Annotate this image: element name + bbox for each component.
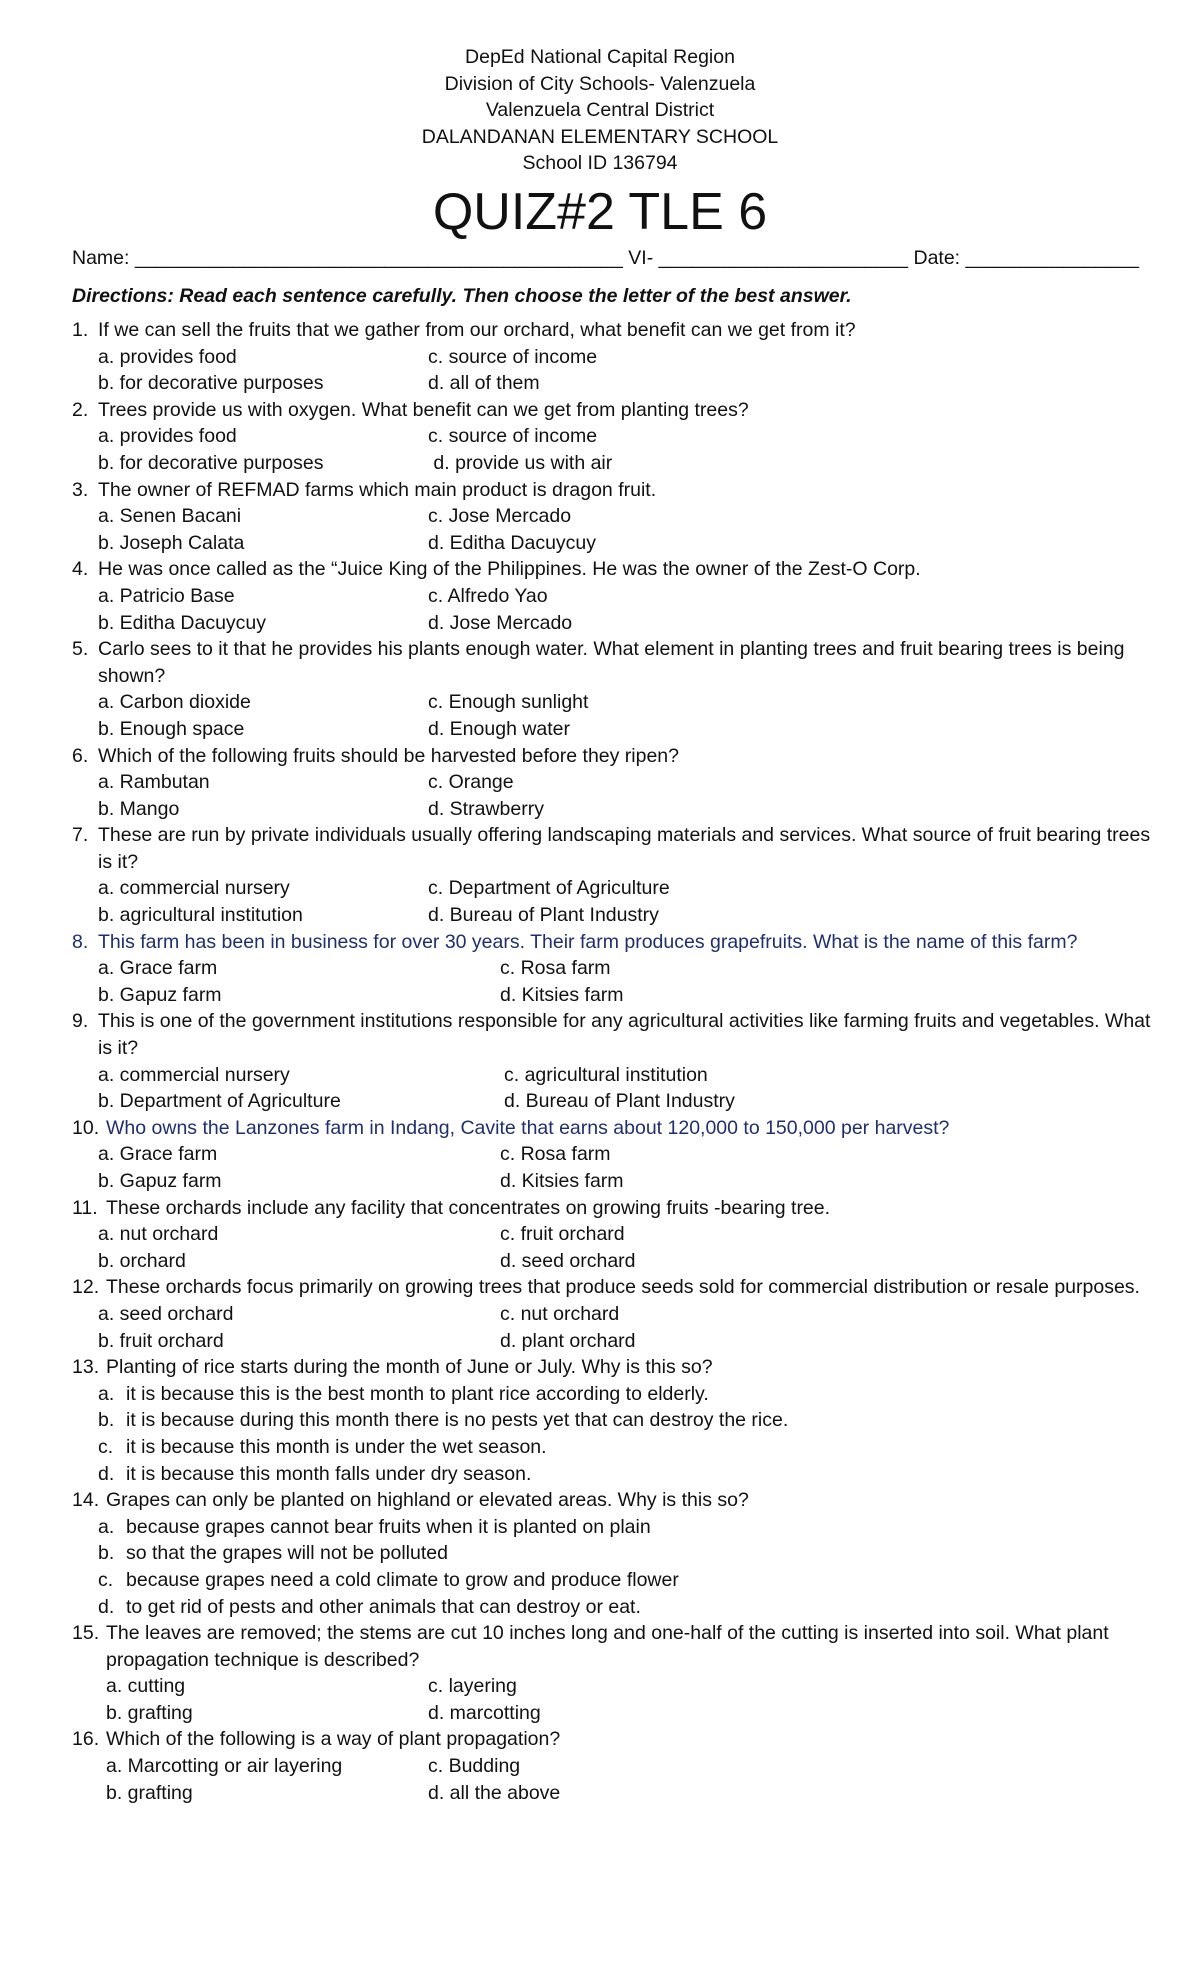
question-4: [72, 556, 1152, 636]
option-c: c. Department of Agriculture: [428, 877, 670, 900]
option-b: b. grafting: [106, 1781, 193, 1804]
option-letter: a.: [98, 1382, 115, 1405]
option-d: d. plant orchard: [500, 1329, 636, 1352]
option-b: b. Joseph Calata: [98, 531, 245, 554]
option-text: it is because this month falls under dry season.: [126, 1462, 532, 1485]
option-b: b. for decorative purposes: [98, 372, 324, 395]
name-section-date-row: Name: _____________________________________________ VI- _______________________ Date: ________________: [72, 247, 1140, 269]
option-d: d. provide us with air: [428, 451, 613, 474]
question-10: [72, 1115, 1152, 1195]
option-c: c. source of income: [428, 425, 598, 448]
option-c: c. agricultural institution: [504, 1063, 708, 1086]
question-6: [72, 743, 1152, 823]
question-options: [72, 423, 1152, 476]
option-d: d. Kitsies farm: [500, 1170, 624, 1192]
question-options: [72, 955, 1152, 1008]
option-a: a. Grace farm: [98, 957, 218, 980]
option-d: d. all of them: [428, 372, 540, 395]
question-14: [72, 1487, 1152, 1620]
question-number: 16.: [72, 1728, 100, 1751]
option-text: so that the grapes will not be polluted: [126, 1542, 448, 1565]
question-options: [72, 1673, 1152, 1726]
question-8: [72, 929, 1152, 1009]
option-a: a. Grace farm: [98, 1143, 218, 1166]
question-number: 4.: [72, 558, 89, 581]
option-a: a. Patricio Base: [98, 584, 235, 607]
option-c: c. Jose Mercado: [428, 505, 572, 528]
question-11: [72, 1195, 1152, 1275]
option-c: c. Alfredo Yao: [428, 584, 548, 607]
question-number: 13.: [72, 1356, 100, 1379]
question-text: Who owns the Lanzones farm in Indang, Cavite that earns about 120,000 to 150,000 per harvest?: [106, 1116, 950, 1139]
question-number: 3.: [72, 478, 89, 501]
directions: Directions: Read each sentence carefully. Then choose the letter of the best answer.: [72, 285, 852, 307]
option-d: d. Jose Mercado: [428, 611, 573, 634]
question-16: [72, 1726, 1152, 1806]
question-number: 2.: [72, 398, 89, 421]
question-options: [72, 875, 1152, 928]
question-options: [72, 1514, 1152, 1620]
question-options: [72, 689, 1152, 742]
option-c: c. Rosa farm: [500, 957, 611, 980]
question-text: This is one of the government institutions responsible for any agricultural activities like farming fruits and vegetables. What is it?: [98, 1010, 1151, 1060]
option-b: b. fruit orchard: [98, 1329, 224, 1352]
option-letter: b.: [98, 1409, 115, 1432]
option-a: a. provides food: [98, 425, 237, 448]
question-text: These orchards include any facility that concentrates on growing fruits -bearing tree.: [106, 1196, 831, 1219]
question-text: If we can sell the fruits that we gather from our orchard, what benefit can we get from it?: [98, 319, 856, 341]
option-b: b. Editha Dacuycuy: [98, 611, 267, 634]
question-options: [72, 1062, 1152, 1115]
option-b: b. grafting: [106, 1701, 193, 1724]
question-text: Grapes can only be planted on highland or elevated areas. Why is this so?: [106, 1489, 749, 1512]
option-c: c. layering: [428, 1675, 517, 1698]
question-9: [72, 1008, 1152, 1114]
question-number: 12.: [72, 1276, 100, 1299]
option-b: b. Gapuz farm: [98, 983, 222, 1006]
option-letter: c.: [98, 1435, 114, 1458]
option-a: a. Rambutan: [98, 771, 210, 794]
question-text: He was once called as the “Juice King of the Philippines. He was the owner of the Zest-O Corp.: [98, 558, 921, 581]
question-options: [72, 1381, 1152, 1487]
option-a: a. commercial nursery: [98, 1063, 290, 1086]
option-b: b. Department of Agriculture: [98, 1090, 341, 1113]
question-number: 8.: [72, 930, 89, 953]
question-12: [72, 1274, 1152, 1354]
option-d: d. all the above: [428, 1781, 561, 1804]
option-c: c. Enough sunlight: [428, 691, 589, 714]
question-5: [72, 636, 1152, 742]
question-text: Planting of rice starts during the month of June or July. Why is this so?: [106, 1356, 713, 1379]
question-text: These orchards focus primarily on growing trees that produce seeds sold for commercial distribution or resale purposes.: [106, 1276, 1140, 1299]
option-text: to get rid of pests and other animals that can destroy or eat.: [126, 1595, 641, 1618]
question-options: [72, 769, 1152, 822]
question-number: 11.: [72, 1196, 98, 1219]
option-b: b. for decorative purposes: [98, 451, 324, 474]
option-text: it is because this month is under the wet season.: [126, 1435, 547, 1458]
question-options: [72, 344, 1152, 397]
option-c: c. Orange: [428, 771, 514, 794]
option-text: because grapes need a cold climate to grow and produce flower: [126, 1568, 679, 1591]
question-number: 7.: [72, 824, 89, 847]
question-text: These are run by private individuals usually offering landscaping materials and services. What source of fruit bearing trees is it?: [98, 824, 1151, 873]
question-number: 9.: [72, 1010, 89, 1033]
option-b: b. orchard: [98, 1249, 186, 1272]
option-text: because grapes cannot bear fruits when it is planted on plain: [126, 1515, 651, 1538]
question-number: 5.: [72, 638, 89, 661]
question-text: Trees provide us with oxygen. What benefit can we get from planting trees?: [98, 398, 749, 421]
option-letter: d.: [98, 1595, 115, 1618]
option-text: it is because during this month there is no pests yet that can destroy the rice.: [126, 1409, 789, 1432]
option-d: d. Editha Dacuycuy: [428, 531, 597, 554]
option-c: c. Budding: [428, 1755, 521, 1778]
question-2: [72, 397, 1152, 477]
option-a: a. commercial nursery: [98, 877, 290, 900]
question-number: 6.: [72, 744, 89, 767]
question-text: Carlo sees to it that he provides his plants enough water. What element in planting trees and fruit bearing trees is being shown?: [98, 638, 1125, 687]
option-b: b. Mango: [98, 797, 180, 820]
option-b: b. agricultural institution: [98, 904, 303, 927]
option-c: c. source of income: [428, 345, 598, 368]
question-7: [72, 822, 1152, 928]
option-c: c. Rosa farm: [500, 1143, 611, 1166]
header-division: Division of City Schools- Valenzuela: [444, 72, 756, 95]
question-text: Which of the following fruits should be harvested before they ripen?: [98, 744, 680, 767]
question-number: 15.: [72, 1622, 100, 1645]
option-d: d. Enough water: [428, 717, 571, 740]
option-b: b. Gapuz farm: [98, 1170, 222, 1192]
option-text: it is because this is the best month to plant rice according to elderly.: [126, 1382, 709, 1405]
option-c: c. nut orchard: [500, 1302, 620, 1325]
option-c: c. fruit orchard: [500, 1223, 625, 1246]
option-b: b. Enough space: [98, 717, 245, 740]
question-13: [72, 1354, 1152, 1487]
header-district: Valenzuela Central District: [485, 99, 715, 121]
question-options: [72, 503, 1152, 556]
question-options: [72, 1221, 1152, 1274]
option-d: d. seed orchard: [500, 1249, 636, 1272]
option-d: d. Strawberry: [428, 797, 544, 820]
option-d: d. Bureau of Plant Industry: [428, 904, 659, 927]
option-a: a. cutting: [106, 1675, 186, 1698]
option-d: d. marcotting: [428, 1701, 541, 1724]
question-number: 1.: [72, 319, 89, 341]
option-a: a. seed orchard: [98, 1302, 234, 1325]
option-letter: a.: [98, 1515, 115, 1538]
question-options: [72, 1301, 1152, 1354]
option-d: d. Kitsies farm: [500, 983, 624, 1006]
header-school-id: School ID 136794: [522, 152, 678, 174]
question-text: The owner of REFMAD farms which main product is dragon fruit.: [98, 478, 657, 501]
question-text: The leaves are removed; the stems are cut 10 inches long and one-half of the cutting is inserted into soil. What plant propagation technique is described?: [106, 1622, 1109, 1671]
option-letter: b.: [98, 1542, 115, 1565]
option-letter: d.: [98, 1462, 115, 1485]
question-3: [72, 477, 1152, 557]
question-text: Which of the following is a way of plant propagation?: [106, 1728, 561, 1751]
question-1: [72, 317, 1152, 397]
option-a: a. Senen Bacani: [98, 505, 242, 528]
header-school-name: DALANDANAN ELEMENTARY SCHOOL: [421, 125, 779, 148]
quiz-title: QUIZ#2 TLE 6: [432, 183, 768, 241]
question-options: [72, 583, 1152, 636]
question-number: 10.: [72, 1116, 100, 1139]
header-region: DepEd National Capital Region: [465, 46, 735, 68]
question-text: This farm has been in business for over 30 years. Their farm produces grapefruits. What is the name of this farm?: [98, 930, 1078, 953]
option-a: a. nut orchard: [98, 1223, 219, 1246]
school-header: [0, 44, 1200, 177]
question-options: [72, 1141, 1152, 1194]
option-a: a. Carbon dioxide: [98, 691, 251, 714]
option-letter: c.: [98, 1568, 114, 1591]
question-options: [72, 1753, 1152, 1806]
question-15: [72, 1620, 1152, 1726]
question-list: [72, 317, 1152, 1806]
option-a: a. Marcotting or air layering: [106, 1755, 343, 1778]
question-number: 14.: [72, 1489, 100, 1512]
option-d: d. Bureau of Plant Industry: [504, 1090, 735, 1113]
option-a: a. provides food: [98, 345, 237, 368]
